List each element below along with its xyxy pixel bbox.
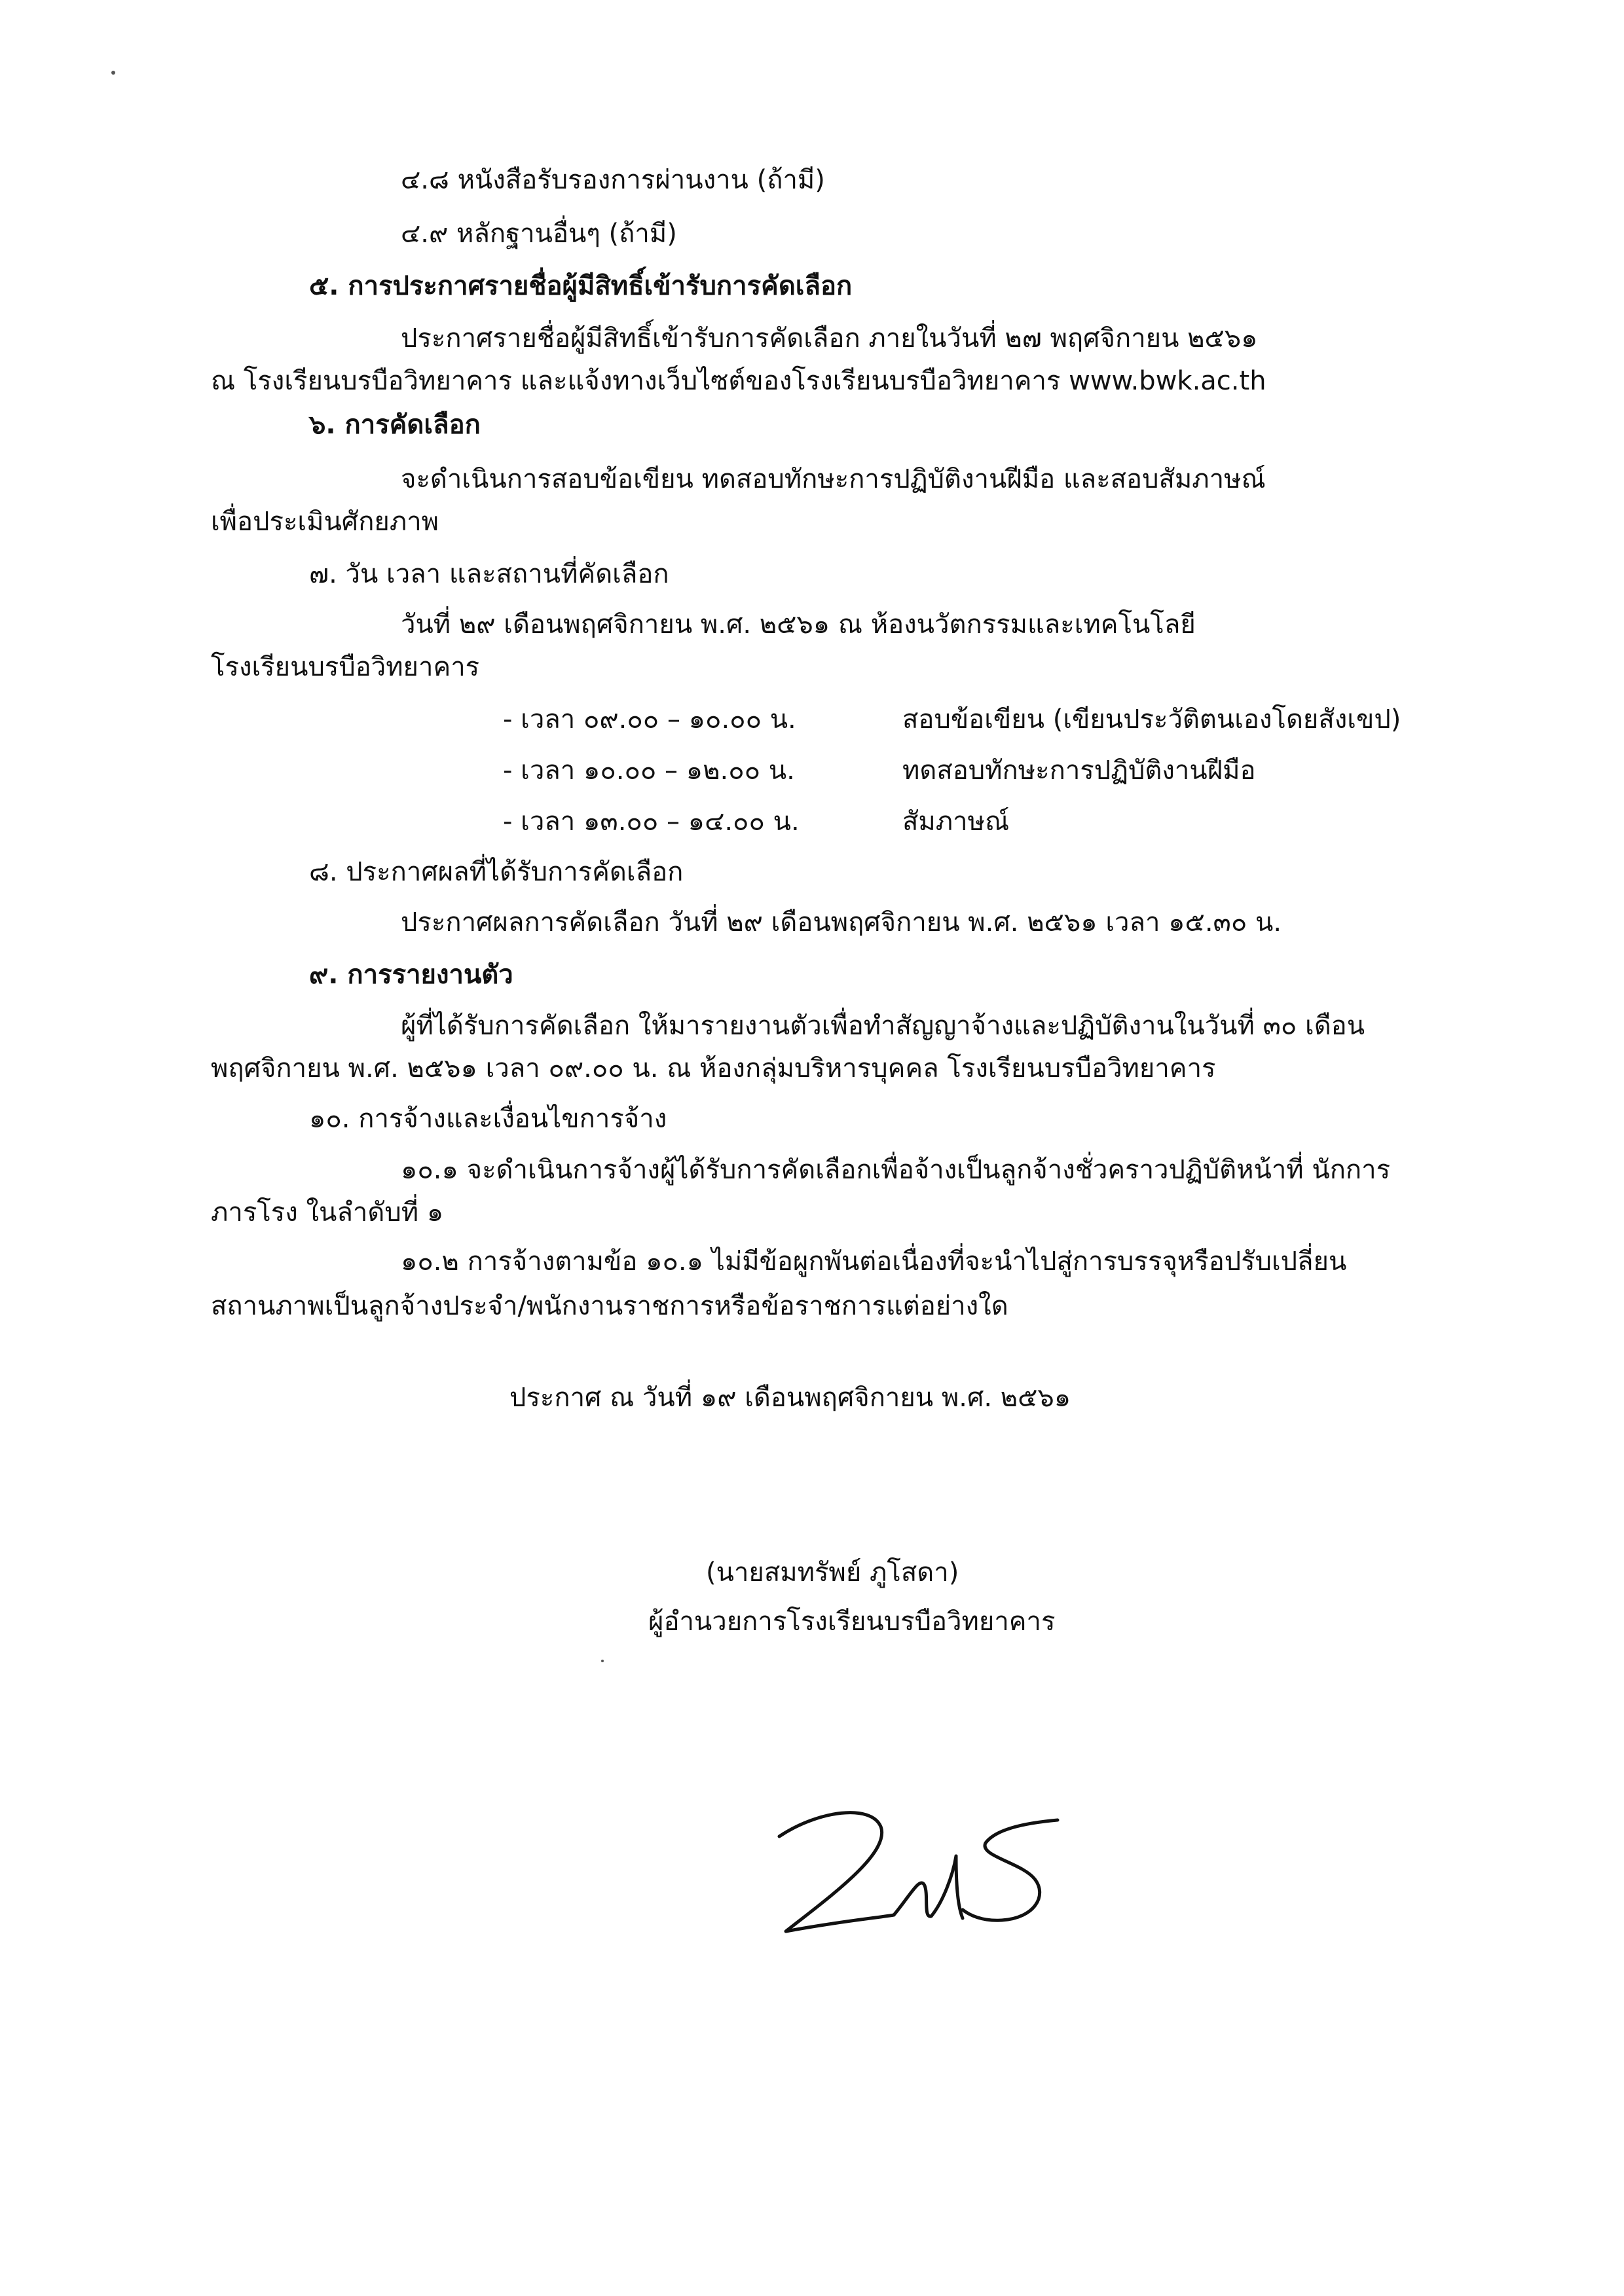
schedule-activity: สัมภาษณ์	[902, 807, 1010, 837]
item-10-1-line-1: ๑๐.๑ จะดำเนินการจ้างผู้ได้รับการคัดเลือกเพื่อจ้างเป็นลูกจ้างชั่วคราวปฏิบัติหน้าที่ นักการ	[401, 1155, 1391, 1185]
section-9-para-line-1: ผู้ที่ได้รับการคัดเลือก ให้มารายงานตัวเพื่อทำสัญญาจ้างและปฏิบัติงานในวันที่ ๓๐ เดือน	[401, 1011, 1365, 1041]
signer-title: ผู้อำนวยการโรงเรียนบรบือวิทยาคาร	[648, 1607, 1056, 1637]
announcement-date: ประกาศ ณ วันที่ ๑๙ เดือนพฤศจิกายน พ.ศ. ๒๕๖๑	[509, 1383, 1071, 1413]
section-8-para: ประกาศผลการคัดเลือก วันที่ ๒๙ เดือนพฤศจิกายน พ.ศ. ๒๕๖๑ เวลา ๑๕.๓๐ น.	[401, 907, 1282, 938]
scan-speck	[601, 1660, 604, 1662]
item-10-1-line-2: ภารโรง ในลำดับที่ ๑	[211, 1197, 444, 1228]
signer-name: (นายสมทรัพย์ ภูโสดา)	[706, 1558, 959, 1588]
item-10-2-line-2: สถานภาพเป็นลูกจ้างประจำ/พนักงานราชการหรือข้อราชการแต่อย่างใด	[211, 1291, 1008, 1321]
item-4-9: ๔.๙ หลักฐานอื่นๆ (ถ้ามี)	[401, 219, 677, 249]
signature	[760, 1797, 1067, 1958]
section-6-heading: ๖. การคัดเลือก	[309, 410, 481, 440]
item-10-2-line-1: ๑๐.๒ การจ้างตามข้อ ๑๐.๑ ไม่มีข้อผูกพันต่อเนื่องที่จะนำไปสู่การบรรจุหรือปรับเปลี่ยน	[401, 1247, 1347, 1277]
section-5-heading: ๕. การประกาศรายชื่อผู้มีสิทธิ์เข้ารับการคัดเลือก	[309, 271, 853, 301]
section-7-para-line-1: วันที่ ๒๙ เดือนพฤศจิกายน พ.ศ. ๒๕๖๑ ณ ห้องนวัตกรรมและเทคโนโลยี	[401, 610, 1196, 640]
schedule-activity: สอบข้อเขียน (เขียนประวัติตนเองโดยสังเขป)	[902, 704, 1401, 735]
section-5-para-line-1: ประกาศรายชื่อผู้มีสิทธิ์เข้ารับการคัดเลือก ภายในวันที่ ๒๗ พฤศจิกายน ๒๕๖๑	[401, 323, 1258, 354]
section-7-heading: ๗. วัน เวลา และสถานที่คัดเลือก	[309, 559, 669, 589]
section-6-para-line-1: จะดำเนินการสอบข้อเขียน ทดสอบทักษะการปฏิบัติงานฝีมือ และสอบสัมภาษณ์	[401, 464, 1266, 494]
section-5-para-line-2: ณ โรงเรียนบรบือวิทยาคาร และแจ้งทางเว็บไซต์ของโรงเรียนบรบือวิทยาคาร www.bwk.ac.th	[211, 366, 1266, 396]
section-7-para-line-2: โรงเรียนบรบือวิทยาคาร	[211, 652, 480, 682]
section-10-heading: ๑๐. การจ้างและเงื่อนไขการจ้าง	[309, 1104, 667, 1134]
scan-speck	[111, 71, 115, 75]
schedule-activity: ทดสอบทักษะการปฏิบัติงานฝีมือ	[902, 756, 1256, 786]
item-4-8: ๔.๘ หนังสือรับรองการผ่านงาน (ถ้ามี)	[401, 165, 825, 195]
schedule-time: - เวลา ๑๓.๐๐ – ๑๔.๐๐ น.	[503, 807, 800, 837]
schedule-time: - เวลา ๑๐.๐๐ – ๑๒.๐๐ น.	[503, 756, 795, 786]
section-9-heading: ๙. การรายงานตัว	[309, 960, 513, 990]
schedule-time: - เวลา ๐๙.๐๐ – ๑๐.๐๐ น.	[503, 704, 796, 735]
section-8-heading: ๘. ประกาศผลที่ได้รับการคัดเลือก	[309, 857, 684, 887]
section-9-para-line-2: พฤศจิกายน พ.ศ. ๒๕๖๑ เวลา ๐๙.๐๐ น. ณ ห้องกลุ่มบริหารบุคคล โรงเรียนบรบือวิทยาคาร	[211, 1053, 1216, 1084]
section-6-para-line-2: เพื่อประเมินศักยภาพ	[211, 507, 439, 537]
